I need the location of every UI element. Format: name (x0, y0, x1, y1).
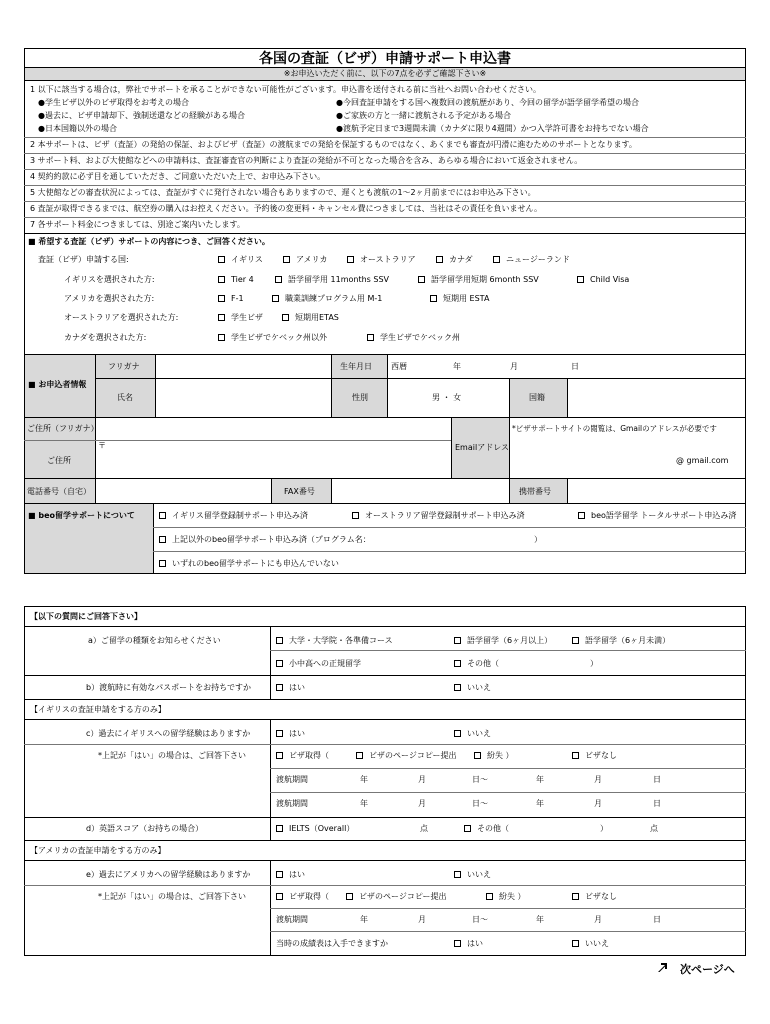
phone-label: 電話番号（自宅） (27, 487, 91, 496)
furigana-input[interactable] (157, 357, 329, 376)
option-nz[interactable]: ニュージーランド (493, 256, 570, 264)
us-period-to-month[interactable]: 月 (594, 915, 602, 924)
transcript-no[interactable]: いいえ (572, 940, 609, 948)
checkbox[interactable] (218, 256, 225, 263)
checkbox[interactable] (464, 825, 471, 832)
checkbox[interactable] (218, 314, 225, 321)
uk-period-2-to-year[interactable]: 年 (536, 799, 544, 808)
uk-section-header: 【イギリスの査証申請をする方のみ】 (30, 705, 166, 714)
score-other-close: ） (600, 824, 608, 833)
ielts-option[interactable]: IELTS（Overall） (276, 825, 354, 833)
question-d-label: d）英語スコア（お持ちの場合） (86, 824, 204, 833)
beo-au-option[interactable]: オーストラリア留学登録制サポート申込み済 (352, 512, 525, 520)
uk-visa-lost[interactable]: 紛失 ） (474, 752, 514, 760)
checkbox[interactable] (572, 940, 579, 947)
name-label: 氏名 (117, 393, 133, 402)
us-period-to-year[interactable]: 年 (536, 915, 544, 924)
uk-no-visa[interactable]: ビザなし (572, 752, 617, 760)
checkbox[interactable] (275, 276, 282, 283)
beo-other-close: ） (534, 535, 542, 544)
checkbox[interactable] (572, 752, 579, 759)
checkbox[interactable] (218, 276, 225, 283)
option-uk[interactable]: イギリス (218, 256, 263, 264)
option-esta[interactable]: 短期用 ESTA (430, 295, 489, 303)
uk-period-1-from-day[interactable]: 日～ (472, 775, 488, 784)
checkbox[interactable] (282, 314, 289, 321)
option-us[interactable]: アメリカ (283, 256, 327, 264)
form-subtitle: ※お申込いただく前に、以下の7点を必ずご確認下さい※ (283, 69, 487, 78)
email-input[interactable] (511, 440, 671, 476)
us-period-from-year[interactable]: 年 (360, 915, 368, 924)
case-item: ●過去に、ビザ申請却下、強制送還などの経験がある場合 (38, 111, 245, 120)
phone-input[interactable] (97, 481, 269, 501)
uk-period-2-from-year[interactable]: 年 (360, 799, 368, 808)
checkbox[interactable] (218, 295, 225, 302)
checkbox[interactable] (493, 256, 500, 263)
checkbox[interactable] (454, 940, 461, 947)
mobile-label: 携帯番号 (519, 487, 551, 496)
birthdate-era: 西暦 (391, 362, 407, 371)
postal-mark: 〒 (98, 441, 106, 450)
option-11m-ssv[interactable]: 語学留学用 11months SSV (275, 276, 389, 284)
us-period-to-day[interactable]: 日 (653, 915, 661, 924)
uk-visa-copy[interactable]: ビザのページコピー提出 (356, 752, 457, 760)
study-type-language-long[interactable]: 語学留学（6ヶ月以上） (454, 637, 552, 645)
uk-period-2-from-month[interactable]: 月 (418, 799, 426, 808)
checkbox[interactable] (418, 276, 425, 283)
passport-yes[interactable]: はい (276, 684, 305, 692)
checkbox[interactable] (159, 560, 166, 567)
beo-total-option[interactable]: beo語学留学 トータルサポート申込み済 (578, 512, 736, 520)
questions-header: 【以下の質問にご回答下さい】 (30, 612, 142, 621)
option-child-visa[interactable]: Child Visa (577, 276, 629, 284)
case-item: ●日本国籍以外の場合 (38, 124, 117, 133)
beo-none-option[interactable]: いずれのbeo留学サポートにも申込んでいない (159, 560, 339, 568)
checkbox[interactable] (276, 684, 283, 691)
nationality-input[interactable] (569, 381, 744, 415)
question-b-label: b）渡航時に有効なパスポートをお持ちですか (86, 683, 251, 692)
uk-period-1-from-month[interactable]: 月 (418, 775, 426, 784)
checkbox[interactable] (159, 536, 166, 543)
gender-label: 性別 (352, 393, 368, 402)
uk-period-2-to-day[interactable]: 日 (653, 799, 661, 808)
option-au-student[interactable]: 学生ビザ (218, 314, 263, 322)
option-ca-outside-quebec[interactable]: 学生ビザでケベック州以外 (218, 334, 327, 342)
checkbox[interactable] (454, 871, 461, 878)
option-6m-ssv[interactable]: 語学留学用短期 6month SSV (418, 276, 539, 284)
ca-visa-label: カナダを選択された方: (64, 333, 147, 342)
option-m1[interactable]: 職業訓練プログラム用 M-1 (272, 295, 382, 303)
case-item: ●渡航予定日まで3週間未満（カナダに限り4週間）かつ入学許可書をお持ちでない場合 (336, 124, 649, 133)
us-period-from-month[interactable]: 月 (418, 915, 426, 924)
us-visa-lost[interactable]: 紛失 ） (486, 893, 526, 901)
option-ca-quebec[interactable]: 学生ビザでケベック州 (367, 334, 460, 342)
checkbox[interactable] (347, 256, 354, 263)
form-title: 各国の査証（ビザ）申請サポート申込書 (259, 51, 511, 67)
uk-experience-no[interactable]: いいえ (454, 730, 491, 738)
beo-other-option[interactable]: 上記以外のbeo留学サポート申込み済（プログラム名： (159, 536, 371, 544)
checkbox[interactable] (276, 825, 283, 832)
uk-period-1-from-year[interactable]: 年 (360, 775, 368, 784)
us-period-label: 渡航期間 (276, 915, 308, 924)
mobile-input[interactable] (569, 481, 744, 501)
uk-visa-obtained[interactable]: ビザ取得（ (276, 752, 329, 760)
uk-period-1-to-year[interactable]: 年 (536, 775, 544, 784)
uk-period-2-to-month[interactable]: 月 (594, 799, 602, 808)
beo-uk-option[interactable]: イギリス留学登録制サポート申込み済 (159, 512, 308, 520)
checkbox[interactable] (276, 893, 283, 900)
checkbox[interactable] (454, 660, 461, 667)
nationality-label: 国籍 (529, 393, 545, 402)
study-type-other[interactable]: その他（ (454, 660, 499, 668)
transcript-yes[interactable]: はい (454, 940, 483, 948)
address-furigana-input[interactable] (97, 420, 449, 438)
option-canada[interactable]: カナダ (436, 256, 473, 264)
us-section-header: 【アメリカの査証申請をする方のみ】 (30, 846, 166, 855)
transcript-label: 当時の成績表は入手できますか (276, 939, 388, 948)
option-australia[interactable]: オーストラリア (347, 256, 416, 264)
applicant-section-label: ■ お申込者情報 (28, 380, 87, 389)
note-1: 1 以下に該当する場合は，弊社でサポートを承ることができない可能性がございます。申込書を送付される前に当社へお問い合わせください。 (30, 85, 541, 94)
us-visa-copy[interactable]: ビザのページコピー提出 (346, 893, 447, 901)
checkbox[interactable] (577, 276, 584, 283)
questions-section (24, 606, 746, 956)
checkbox[interactable] (352, 512, 359, 519)
birth-day-label[interactable]: 日 (571, 362, 579, 371)
study-type-k12[interactable]: 小中高への正規留学 (276, 660, 361, 668)
uk-period-1-to-month[interactable]: 月 (594, 775, 602, 784)
checkbox[interactable] (159, 512, 166, 519)
checkbox[interactable] (276, 871, 283, 878)
address-furigana-label: ご住所（フリガナ） (27, 424, 99, 433)
score-other-option[interactable]: その他（ (464, 825, 509, 833)
case-item: ●学生ビザ以外のビザ取得をお考えの場合 (38, 98, 189, 107)
email-label: Emailアドレス (455, 443, 509, 452)
us-experience-yes[interactable]: はい (276, 871, 305, 879)
checkbox[interactable] (276, 730, 283, 737)
checkbox[interactable] (430, 295, 437, 302)
us-visa-label: アメリカを選択された方: (64, 294, 155, 303)
beo-support-label: ■ beo留学サポートについて (28, 511, 135, 520)
birthdate-label: 生年月日 (340, 362, 372, 371)
case-item: ●ご家族の方と一緒に渡航される予定がある場合 (336, 111, 511, 120)
checkbox[interactable] (474, 752, 481, 759)
case-item: ●今回査証申請をする国へ複数回の渡航歴があり、今回の留学が語学留学希望の場合 (336, 98, 639, 107)
checkbox[interactable] (454, 730, 461, 737)
if-yes-note-us: *上記が「はい」の場合は、ご回答下さい (98, 892, 246, 901)
checkbox[interactable] (367, 334, 374, 341)
checkbox[interactable] (454, 637, 461, 644)
birth-month-label[interactable]: 月 (510, 362, 518, 371)
question-a-label: a）ご留学の種類をお知らせください (88, 636, 221, 645)
score-other-points: 点 (650, 824, 658, 833)
note-4: 4 契約約款に必ず目を通していただき、ご同意いただいた上で、お申込み下さい。 (30, 172, 326, 181)
us-visa-obtained[interactable]: ビザ取得（ (276, 893, 329, 901)
gender-options[interactable]: 男 ・ 女 (432, 393, 462, 402)
checkbox[interactable] (283, 256, 290, 263)
fax-label: FAX番号 (284, 487, 315, 496)
checkbox[interactable] (276, 752, 283, 759)
checkbox[interactable] (346, 893, 353, 900)
address-input[interactable] (97, 452, 449, 476)
option-etas[interactable]: 短期用ETAS (282, 314, 339, 322)
ielts-points: 点 (420, 824, 428, 833)
note-5: 5 大使館などの審査状況によっては、査証がすぐに発行されない場合もありますので、遅くとも渡航の1～2ヶ月前までにはお申込み下さい。 (30, 188, 536, 197)
option-f1[interactable]: F-1 (218, 295, 244, 303)
uk-experience-yes[interactable]: はい (276, 730, 305, 738)
checkbox[interactable] (578, 512, 585, 519)
checkbox[interactable] (218, 334, 225, 341)
uk-period-1-to-day[interactable]: 日 (653, 775, 661, 784)
gmail-suffix: @ gmail.com (676, 456, 729, 465)
gmail-note: *ビザサポートサイトの閲覧は、Gmailのアドレスが必要です (512, 424, 717, 433)
uk-visa-label: イギリスを選択された方: (64, 275, 155, 284)
checkbox[interactable] (272, 295, 279, 302)
note-3: 3 サポート料、および大使館などへの申請料は、査証審査官の判断により査証の発給が不可となった場合を含み、あらゆる場合において返金されません。 (30, 156, 583, 165)
study-type-other-close: ） (590, 659, 598, 668)
question-c-label: c）過去にイギリスへの留学経験はありますか (86, 729, 251, 738)
us-experience-no[interactable]: いいえ (454, 871, 491, 879)
uk-period-label: 渡航期間 (276, 775, 308, 784)
if-yes-note: *上記が「はい」の場合は、ご回答下さい (98, 751, 246, 760)
furigana-label: フリガナ (108, 362, 140, 371)
note-6: 6 査証が取得できるまでは、航空券の購入はお控えください。予約後の変更料・キャンセル費につきましては、当社はその責任を負いません。 (30, 204, 542, 213)
us-period-from-day[interactable]: 日～ (472, 915, 488, 924)
uk-period-label-2: 渡航期間 (276, 799, 308, 808)
checkbox[interactable] (572, 893, 579, 900)
question-e-label: e）過去にアメリカへの留学経験はありますか (86, 870, 251, 879)
checkbox[interactable] (436, 256, 443, 263)
note-2: 2 本サポートは、ビザ（査証）の発給の保証、およびビザ（査証）の渡航までの発給を保証するものではなく、あくまでも審査が円滑に進むためのサポートとなります。 (30, 140, 637, 149)
visa-country-label: 査証（ビザ）申請する国: (38, 255, 129, 264)
birth-year-label[interactable]: 年 (453, 362, 461, 371)
arrow-up-right-icon (657, 962, 668, 975)
au-visa-label: オーストラリアを選択された方: (64, 313, 179, 322)
note-7: 7 各サポート料金につきましては、別途ご案内いたします。 (30, 220, 245, 229)
option-tier4[interactable]: Tier 4 (218, 276, 254, 284)
checkbox[interactable] (486, 893, 493, 900)
checkbox[interactable] (454, 684, 461, 691)
name-input[interactable] (157, 381, 329, 415)
passport-no[interactable]: いいえ (454, 684, 491, 692)
uk-period-2-from-day[interactable]: 日～ (472, 799, 488, 808)
study-type-university[interactable]: 大学・大学院・各準備コース (276, 637, 393, 645)
address-label: ご住所 (47, 456, 71, 465)
next-page-link[interactable]: 次ページへ (657, 962, 735, 975)
checkbox[interactable] (572, 637, 579, 644)
fax-input[interactable] (333, 481, 507, 501)
visa-heading: ■ 希望する査証（ビザ）サポートの内容につき、ご回答ください。 (28, 237, 270, 246)
checkbox[interactable] (356, 752, 363, 759)
checkbox[interactable] (276, 637, 283, 644)
study-type-language-short[interactable]: 語学留学（6ヶ月未満） (572, 637, 670, 645)
us-no-visa[interactable]: ビザなし (572, 893, 617, 901)
checkbox[interactable] (276, 660, 283, 667)
